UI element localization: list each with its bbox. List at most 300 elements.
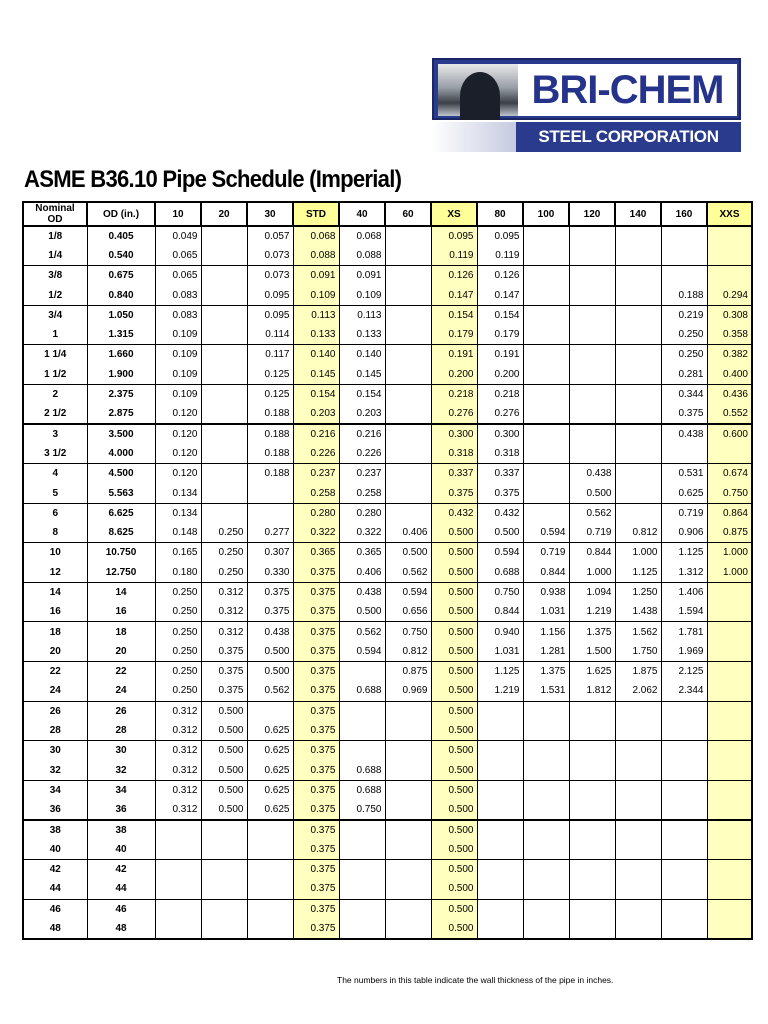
thickness-cell: 1.438 — [615, 602, 661, 622]
thickness-cell — [661, 820, 707, 840]
thickness-cell: 0.500 — [431, 741, 477, 761]
thickness-cell — [385, 820, 431, 840]
thickness-cell: 0.250 — [155, 662, 201, 682]
nominal-od-cell: 3 — [23, 424, 87, 444]
table-row — [23, 879, 752, 899]
thickness-cell — [385, 444, 431, 464]
nominal-od-cell: 24 — [23, 681, 87, 701]
nominal-od-cell: 1/2 — [23, 285, 87, 305]
nominal-od-cell: 42 — [23, 860, 87, 880]
thickness-cell — [523, 800, 569, 820]
thickness-cell — [523, 701, 569, 721]
thickness-cell: 0.188 — [247, 464, 293, 484]
nominal-od-cell: 44 — [23, 879, 87, 899]
thickness-cell — [569, 365, 615, 385]
thickness-cell — [385, 464, 431, 484]
thickness-cell: 0.191 — [431, 345, 477, 365]
thickness-cell: 0.438 — [661, 424, 707, 444]
thickness-cell: 0.312 — [155, 701, 201, 721]
od-cell: 24 — [87, 681, 155, 701]
thickness-cell: 0.500 — [431, 681, 477, 701]
od-cell: 46 — [87, 899, 155, 919]
thickness-cell: 0.500 — [431, 662, 477, 682]
thickness-cell: 0.406 — [339, 563, 385, 583]
thickness-cell: 0.500 — [569, 483, 615, 503]
thickness-cell — [615, 701, 661, 721]
thickness-cell — [247, 860, 293, 880]
table-row — [23, 285, 752, 305]
thickness-cell: 1.125 — [615, 563, 661, 583]
table-row — [23, 899, 752, 919]
thickness-cell — [339, 879, 385, 899]
thickness-cell — [661, 780, 707, 800]
thickness-cell: 0.500 — [431, 721, 477, 741]
od-cell: 42 — [87, 860, 155, 880]
thickness-cell: 0.154 — [477, 305, 523, 325]
od-cell: 12.750 — [87, 563, 155, 583]
thickness-cell: 0.216 — [339, 424, 385, 444]
thickness-cell — [615, 464, 661, 484]
nominal-od-cell: 12 — [23, 563, 87, 583]
table-row — [23, 424, 752, 444]
nominal-od-cell: 3 1/2 — [23, 444, 87, 464]
thickness-cell: 0.375 — [293, 780, 339, 800]
column-header: 140 — [615, 202, 661, 226]
thickness-cell — [385, 285, 431, 305]
table-row — [23, 800, 752, 820]
thickness-cell — [569, 444, 615, 464]
thickness-cell — [339, 840, 385, 860]
thickness-cell — [339, 820, 385, 840]
thickness-cell: 0.500 — [431, 780, 477, 800]
thickness-cell — [201, 919, 247, 939]
thickness-cell: 0.083 — [155, 285, 201, 305]
thickness-cell — [477, 701, 523, 721]
thickness-cell: 1.531 — [523, 681, 569, 701]
thickness-cell: 0.165 — [155, 543, 201, 563]
thickness-cell — [247, 483, 293, 503]
table-row — [23, 226, 752, 246]
pipe-opening — [460, 72, 500, 120]
thickness-cell: 0.750 — [339, 800, 385, 820]
od-cell: 36 — [87, 800, 155, 820]
thickness-cell — [707, 721, 752, 741]
thickness-cell: 0.114 — [247, 325, 293, 345]
thickness-cell: 0.625 — [247, 761, 293, 781]
thickness-cell — [569, 899, 615, 919]
thickness-cell: 0.500 — [385, 543, 431, 563]
thickness-cell: 0.688 — [339, 761, 385, 781]
footnote: The numbers in this table indicate the wall thickness of the pipe in inches. — [337, 975, 614, 985]
thickness-cell: 1.625 — [569, 662, 615, 682]
table-row — [23, 305, 752, 325]
thickness-cell: 0.095 — [477, 226, 523, 246]
thickness-cell: 0.562 — [569, 503, 615, 523]
thickness-cell: 0.154 — [293, 384, 339, 404]
thickness-cell: 0.203 — [339, 404, 385, 424]
thickness-cell — [707, 741, 752, 761]
thickness-cell — [661, 879, 707, 899]
thickness-cell: 0.133 — [339, 325, 385, 345]
thickness-cell — [569, 780, 615, 800]
thickness-cell: 1.000 — [707, 543, 752, 563]
thickness-cell — [615, 404, 661, 424]
thickness-cell — [385, 701, 431, 721]
thickness-cell — [615, 741, 661, 761]
thickness-cell: 0.812 — [385, 642, 431, 662]
thickness-cell — [247, 919, 293, 939]
table-row — [23, 701, 752, 721]
thickness-cell: 0.864 — [707, 503, 752, 523]
thickness-cell: 0.312 — [201, 582, 247, 602]
od-cell: 34 — [87, 780, 155, 800]
column-header: 40 — [339, 202, 385, 226]
thickness-cell — [615, 444, 661, 464]
od-cell: 1.660 — [87, 345, 155, 365]
thickness-cell: 1.000 — [569, 563, 615, 583]
thickness-cell — [385, 246, 431, 266]
thickness-cell: 1.219 — [477, 681, 523, 701]
thickness-cell: 0.280 — [293, 503, 339, 523]
thickness-cell: 0.500 — [431, 582, 477, 602]
table-body — [23, 226, 752, 939]
thickness-cell — [615, 860, 661, 880]
thickness-cell — [569, 345, 615, 365]
od-cell: 14 — [87, 582, 155, 602]
column-header: 120 — [569, 202, 615, 226]
thickness-cell: 0.500 — [431, 563, 477, 583]
nominal-od-cell: 1 1/2 — [23, 365, 87, 385]
od-cell: 8.625 — [87, 523, 155, 543]
nominal-od-cell: 36 — [23, 800, 87, 820]
thickness-cell: 0.625 — [247, 800, 293, 820]
od-cell: 22 — [87, 662, 155, 682]
thickness-cell: 0.500 — [201, 741, 247, 761]
thickness-cell — [615, 721, 661, 741]
thickness-cell: 0.203 — [293, 404, 339, 424]
logo-brand-text: BRI-CHEM — [518, 64, 737, 116]
thickness-cell — [569, 860, 615, 880]
thickness-cell: 0.322 — [339, 523, 385, 543]
nominal-od-cell: 5 — [23, 483, 87, 503]
thickness-cell: 1.000 — [615, 543, 661, 563]
thickness-cell — [477, 721, 523, 741]
thickness-cell: 0.375 — [293, 642, 339, 662]
thickness-cell: 0.250 — [661, 325, 707, 345]
thickness-cell: 0.120 — [155, 424, 201, 444]
od-cell: 1.315 — [87, 325, 155, 345]
thickness-cell — [569, 404, 615, 424]
thickness-cell — [569, 701, 615, 721]
nominal-od-cell: 14 — [23, 582, 87, 602]
thickness-cell: 0.280 — [339, 503, 385, 523]
thickness-cell: 0.308 — [707, 305, 752, 325]
thickness-cell: 0.594 — [477, 543, 523, 563]
thickness-cell — [523, 503, 569, 523]
thickness-cell: 1.594 — [661, 602, 707, 622]
thickness-cell: 0.119 — [477, 246, 523, 266]
thickness-cell — [707, 879, 752, 899]
table-row — [23, 840, 752, 860]
thickness-cell — [247, 820, 293, 840]
thickness-cell — [385, 503, 431, 523]
thickness-cell — [155, 840, 201, 860]
od-cell: 1.900 — [87, 365, 155, 385]
thickness-cell: 0.432 — [431, 503, 477, 523]
thickness-cell: 0.656 — [385, 602, 431, 622]
thickness-cell — [247, 840, 293, 860]
thickness-cell — [523, 820, 569, 840]
thickness-cell: 0.375 — [201, 642, 247, 662]
thickness-cell: 0.500 — [431, 543, 477, 563]
thickness-cell: 0.375 — [293, 860, 339, 880]
thickness-cell — [615, 345, 661, 365]
thickness-cell: 0.844 — [569, 543, 615, 563]
thickness-cell: 0.125 — [247, 365, 293, 385]
thickness-cell — [477, 840, 523, 860]
thickness-cell: 0.065 — [155, 266, 201, 286]
thickness-cell — [523, 285, 569, 305]
thickness-cell: 0.049 — [155, 226, 201, 246]
thickness-cell — [339, 919, 385, 939]
thickness-cell — [201, 879, 247, 899]
thickness-cell: 0.500 — [431, 820, 477, 840]
thickness-cell — [523, 483, 569, 503]
thickness-cell: 0.109 — [339, 285, 385, 305]
thickness-cell — [615, 483, 661, 503]
thickness-cell — [707, 919, 752, 939]
thickness-cell: 0.750 — [707, 483, 752, 503]
thickness-cell: 0.375 — [293, 741, 339, 761]
thickness-cell: 0.276 — [477, 404, 523, 424]
table-row — [23, 642, 752, 662]
thickness-cell: 0.147 — [477, 285, 523, 305]
thickness-cell: 0.109 — [155, 384, 201, 404]
nominal-od-cell: 6 — [23, 503, 87, 523]
thickness-cell — [523, 761, 569, 781]
thickness-cell: 0.500 — [431, 642, 477, 662]
thickness-cell: 0.312 — [155, 761, 201, 781]
thickness-cell: 0.119 — [431, 246, 477, 266]
thickness-cell — [661, 899, 707, 919]
table-row — [23, 761, 752, 781]
thickness-cell: 0.312 — [155, 800, 201, 820]
thickness-cell: 1.406 — [661, 582, 707, 602]
column-header: XXS — [707, 202, 752, 226]
thickness-cell — [615, 503, 661, 523]
thickness-cell — [661, 246, 707, 266]
thickness-cell — [707, 642, 752, 662]
thickness-cell — [569, 285, 615, 305]
thickness-cell: 0.337 — [431, 464, 477, 484]
thickness-cell: 0.083 — [155, 305, 201, 325]
thickness-cell: 0.625 — [661, 483, 707, 503]
thickness-cell: 0.562 — [385, 563, 431, 583]
thickness-cell: 0.281 — [661, 365, 707, 385]
logo-fade — [432, 122, 516, 152]
thickness-cell: 0.258 — [293, 483, 339, 503]
thickness-cell: 0.375 — [247, 582, 293, 602]
thickness-cell: 0.154 — [431, 305, 477, 325]
thickness-cell: 0.068 — [339, 226, 385, 246]
thickness-cell — [201, 840, 247, 860]
thickness-cell: 0.375 — [201, 681, 247, 701]
thickness-cell — [523, 464, 569, 484]
table-row — [23, 503, 752, 523]
thickness-cell — [339, 899, 385, 919]
thickness-cell — [569, 384, 615, 404]
thickness-cell: 0.073 — [247, 266, 293, 286]
table-row — [23, 266, 752, 286]
thickness-cell — [523, 226, 569, 246]
thickness-cell — [523, 721, 569, 741]
thickness-cell: 0.125 — [247, 384, 293, 404]
pipe-icon — [438, 64, 518, 116]
thickness-cell: 0.750 — [385, 622, 431, 642]
thickness-cell — [569, 919, 615, 939]
thickness-cell — [247, 899, 293, 919]
thickness-cell: 0.226 — [339, 444, 385, 464]
thickness-cell — [247, 879, 293, 899]
thickness-cell — [615, 820, 661, 840]
thickness-cell — [477, 899, 523, 919]
thickness-cell — [385, 305, 431, 325]
thickness-cell: 0.073 — [247, 246, 293, 266]
column-header: STD — [293, 202, 339, 226]
thickness-cell — [385, 780, 431, 800]
thickness-cell: 0.057 — [247, 226, 293, 246]
nominal-od-cell: 18 — [23, 622, 87, 642]
thickness-cell — [201, 226, 247, 246]
thickness-cell: 0.200 — [477, 365, 523, 385]
thickness-cell — [569, 325, 615, 345]
thickness-cell — [477, 800, 523, 820]
od-cell: 28 — [87, 721, 155, 741]
thickness-cell — [201, 246, 247, 266]
thickness-cell: 0.200 — [431, 365, 477, 385]
thickness-cell: 0.500 — [431, 840, 477, 860]
thickness-cell: 0.500 — [431, 602, 477, 622]
thickness-cell — [615, 246, 661, 266]
thickness-cell: 1.375 — [569, 622, 615, 642]
thickness-cell: 0.719 — [569, 523, 615, 543]
thickness-cell — [201, 444, 247, 464]
table-row — [23, 721, 752, 741]
thickness-cell: 1.781 — [661, 622, 707, 642]
thickness-cell — [707, 899, 752, 919]
thickness-cell: 1.156 — [523, 622, 569, 642]
logo-top-panel — [432, 58, 741, 120]
thickness-cell: 0.382 — [707, 345, 752, 365]
thickness-cell — [385, 741, 431, 761]
column-header: 30 — [247, 202, 293, 226]
column-header: 10 — [155, 202, 201, 226]
thickness-cell: 0.307 — [247, 543, 293, 563]
thickness-cell: 1.500 — [569, 642, 615, 662]
thickness-cell: 0.375 — [293, 582, 339, 602]
column-header: OD (in.) — [87, 202, 155, 226]
thickness-cell — [385, 424, 431, 444]
od-cell: 18 — [87, 622, 155, 642]
thickness-cell: 1.312 — [661, 563, 707, 583]
thickness-cell: 1.031 — [523, 602, 569, 622]
thickness-cell — [661, 840, 707, 860]
thickness-cell — [707, 681, 752, 701]
od-cell: 30 — [87, 741, 155, 761]
thickness-cell — [523, 365, 569, 385]
table-row — [23, 543, 752, 563]
thickness-cell: 0.145 — [293, 365, 339, 385]
thickness-cell: 0.500 — [201, 800, 247, 820]
thickness-cell: 0.375 — [293, 622, 339, 642]
thickness-cell: 2.344 — [661, 681, 707, 701]
thickness-cell — [661, 226, 707, 246]
column-header: Nominal OD — [23, 202, 87, 226]
thickness-cell — [661, 721, 707, 741]
thickness-cell: 0.500 — [431, 899, 477, 919]
column-header: 100 — [523, 202, 569, 226]
thickness-cell — [385, 879, 431, 899]
thickness-cell: 0.375 — [293, 840, 339, 860]
thickness-cell — [615, 899, 661, 919]
thickness-cell: 0.120 — [155, 444, 201, 464]
thickness-cell: 0.500 — [431, 701, 477, 721]
nominal-od-cell: 8 — [23, 523, 87, 543]
thickness-cell: 0.318 — [431, 444, 477, 464]
thickness-cell: 0.337 — [477, 464, 523, 484]
table-row — [23, 681, 752, 701]
thickness-cell: 0.562 — [339, 622, 385, 642]
thickness-cell — [201, 860, 247, 880]
thickness-cell — [707, 266, 752, 286]
column-header: 20 — [201, 202, 247, 226]
thickness-cell — [615, 879, 661, 899]
thickness-cell: 0.113 — [339, 305, 385, 325]
thickness-cell — [385, 919, 431, 939]
thickness-cell — [339, 721, 385, 741]
thickness-cell — [201, 384, 247, 404]
table-row — [23, 860, 752, 880]
thickness-cell — [615, 365, 661, 385]
thickness-cell: 0.188 — [247, 404, 293, 424]
thickness-cell — [661, 860, 707, 880]
thickness-cell: 0.438 — [569, 464, 615, 484]
nominal-od-cell: 3/4 — [23, 305, 87, 325]
thickness-cell: 0.375 — [293, 800, 339, 820]
thickness-cell: 0.109 — [155, 365, 201, 385]
thickness-cell: 0.250 — [201, 523, 247, 543]
thickness-cell — [707, 780, 752, 800]
thickness-cell: 0.277 — [247, 523, 293, 543]
thickness-cell: 0.400 — [707, 365, 752, 385]
od-cell: 38 — [87, 820, 155, 840]
thickness-cell: 0.330 — [247, 563, 293, 583]
nominal-od-cell: 1/4 — [23, 246, 87, 266]
thickness-cell: 2.125 — [661, 662, 707, 682]
thickness-cell: 0.095 — [431, 226, 477, 246]
thickness-cell: 0.312 — [155, 780, 201, 800]
thickness-cell: 0.218 — [477, 384, 523, 404]
od-cell: 10.750 — [87, 543, 155, 563]
thickness-cell — [385, 325, 431, 345]
thickness-cell: 0.250 — [201, 563, 247, 583]
column-header: XS — [431, 202, 477, 226]
thickness-cell: 1.812 — [569, 681, 615, 701]
thickness-cell — [201, 404, 247, 424]
thickness-cell: 0.500 — [431, 860, 477, 880]
nominal-od-cell: 2 1/2 — [23, 404, 87, 424]
thickness-cell — [477, 860, 523, 880]
